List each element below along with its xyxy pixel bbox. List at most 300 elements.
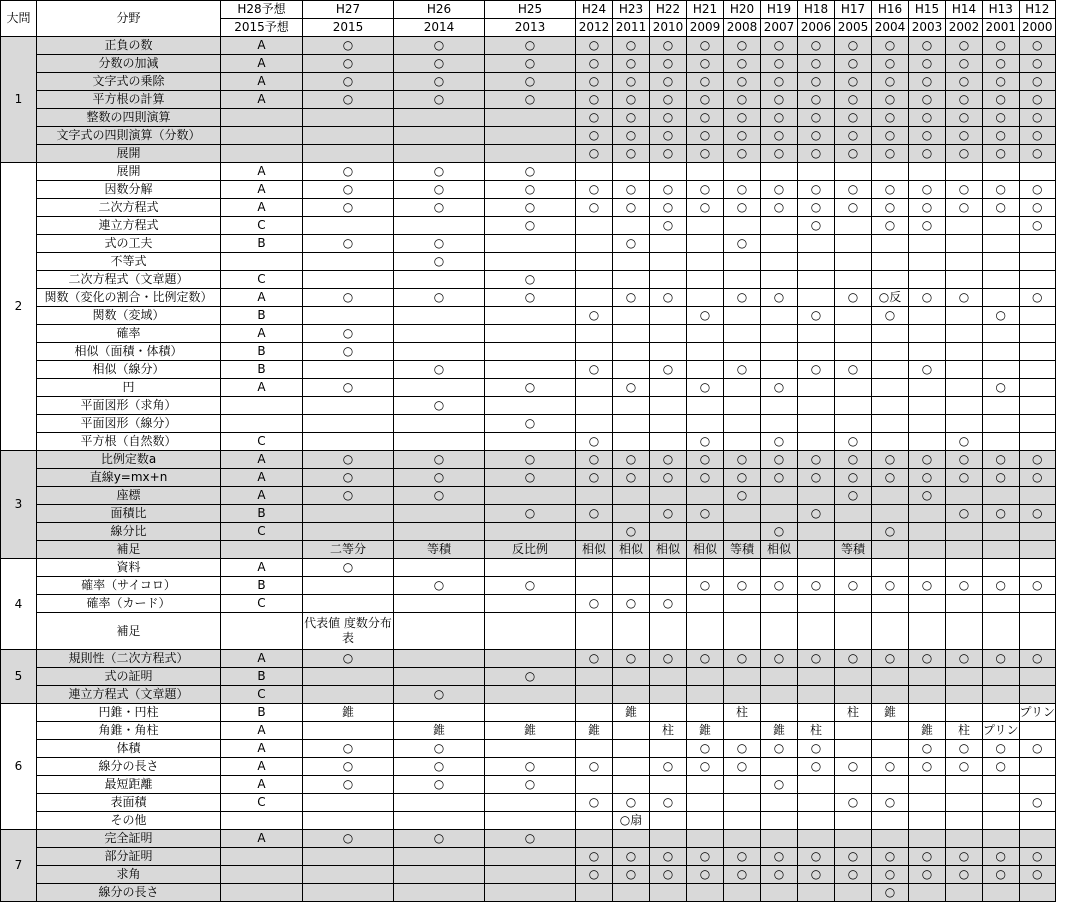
mark-cell xyxy=(303,577,394,595)
mark-cell: ○ xyxy=(872,650,909,668)
mark-cell: ○ xyxy=(687,433,724,451)
mark-cell xyxy=(724,776,761,794)
table-row xyxy=(1,776,1056,794)
mark-cell: ○ xyxy=(303,199,394,217)
mark-cell: ○ xyxy=(650,199,687,217)
mark-cell: ○ xyxy=(983,109,1020,127)
mark-cell xyxy=(798,668,835,686)
table-row xyxy=(1,613,1056,650)
mark-cell xyxy=(835,343,872,361)
mark-cell: ○ xyxy=(613,91,650,109)
mark-cell xyxy=(485,307,576,325)
mark-cell xyxy=(485,884,576,902)
mark-cell xyxy=(394,145,485,163)
mark-cell xyxy=(872,397,909,415)
mark-cell: ○ xyxy=(946,650,983,668)
mark-cell: ○ xyxy=(983,127,1020,145)
mark-cell: ○ xyxy=(650,37,687,55)
mark-cell: ○ xyxy=(835,469,872,487)
mark-cell: ○ xyxy=(798,469,835,487)
mark-cell: ○ xyxy=(798,199,835,217)
field-name: 資料 xyxy=(37,559,221,577)
mark-cell: ○ xyxy=(394,163,485,181)
mark-cell: ○ xyxy=(1019,289,1056,307)
mark-cell xyxy=(576,289,613,307)
field-name: 線分比 xyxy=(37,523,221,541)
mark-cell xyxy=(983,415,1020,433)
mark-cell: ○ xyxy=(687,73,724,91)
mark-cell: ○ xyxy=(798,740,835,758)
mark-cell: ○ xyxy=(1019,199,1056,217)
mark-cell: ○ xyxy=(394,397,485,415)
mark-cell xyxy=(303,523,394,541)
mark-cell xyxy=(650,343,687,361)
mark-cell xyxy=(1019,307,1056,325)
mark-cell xyxy=(650,740,687,758)
mark-cell xyxy=(983,487,1020,505)
rank-cell: C xyxy=(221,433,303,451)
mark-cell: ○ xyxy=(983,73,1020,91)
table-row xyxy=(1,181,1056,199)
header-year: 2000 xyxy=(1019,19,1056,37)
mark-cell: ○ xyxy=(798,866,835,884)
mark-cell xyxy=(983,559,1020,577)
mark-cell: ○ xyxy=(650,866,687,884)
mark-cell xyxy=(485,595,576,613)
mark-cell: ○ xyxy=(909,740,946,758)
mark-cell xyxy=(576,830,613,848)
mark-cell xyxy=(687,397,724,415)
mark-cell: ○ xyxy=(303,487,394,505)
mark-cell xyxy=(394,217,485,235)
mark-cell: ○ xyxy=(798,650,835,668)
mark-cell xyxy=(983,271,1020,289)
table-row xyxy=(1,91,1056,109)
mark-cell xyxy=(909,776,946,794)
mark-cell xyxy=(983,163,1020,181)
mark-cell xyxy=(576,812,613,830)
mark-cell xyxy=(761,253,798,271)
mark-cell xyxy=(394,307,485,325)
mark-cell xyxy=(761,613,798,650)
mark-cell: ○ xyxy=(983,307,1020,325)
mark-cell xyxy=(613,559,650,577)
mark-cell: ○ xyxy=(724,469,761,487)
mark-cell xyxy=(909,686,946,704)
header-year: 2015予想 xyxy=(221,19,303,37)
mark-cell: ○ xyxy=(798,73,835,91)
mark-cell xyxy=(724,505,761,523)
mark-cell xyxy=(576,163,613,181)
table-row xyxy=(1,722,1056,740)
rank-cell: B xyxy=(221,505,303,523)
rank-cell xyxy=(221,397,303,415)
mark-cell: 等積 xyxy=(394,541,485,559)
table-row xyxy=(1,199,1056,217)
mark-cell: ○ xyxy=(576,145,613,163)
mark-cell xyxy=(983,343,1020,361)
mark-cell: ○ xyxy=(909,37,946,55)
table-row xyxy=(1,145,1056,163)
mark-cell: ○ xyxy=(303,55,394,73)
mark-cell: ○ xyxy=(835,650,872,668)
mark-cell xyxy=(798,794,835,812)
mark-cell xyxy=(394,271,485,289)
mark-cell xyxy=(946,325,983,343)
mark-cell: ○ xyxy=(761,55,798,73)
mark-cell xyxy=(946,343,983,361)
mark-cell xyxy=(576,523,613,541)
mark-cell xyxy=(946,523,983,541)
mark-cell xyxy=(761,668,798,686)
mark-cell xyxy=(1019,884,1056,902)
mark-cell: ○ xyxy=(303,559,394,577)
mark-cell: ○ xyxy=(687,577,724,595)
mark-cell xyxy=(835,559,872,577)
mark-cell xyxy=(983,289,1020,307)
header-era: H21 xyxy=(687,1,724,19)
mark-cell xyxy=(724,812,761,830)
field-name: 完全証明 xyxy=(37,830,221,848)
mark-cell xyxy=(798,559,835,577)
mark-cell: ○ xyxy=(835,866,872,884)
mark-cell xyxy=(872,163,909,181)
mark-cell xyxy=(687,217,724,235)
mark-cell: ○ xyxy=(394,199,485,217)
mark-cell: ○ xyxy=(303,650,394,668)
mark-cell: ○ xyxy=(303,776,394,794)
field-name: 求角 xyxy=(37,866,221,884)
header-era: H17 xyxy=(835,1,872,19)
mark-cell xyxy=(835,776,872,794)
mark-cell xyxy=(724,884,761,902)
mark-cell xyxy=(983,253,1020,271)
rank-cell xyxy=(221,127,303,145)
mark-cell: ○ xyxy=(761,73,798,91)
mark-cell: ○ xyxy=(835,289,872,307)
mark-cell: ○ xyxy=(909,199,946,217)
mark-cell: ○ xyxy=(613,145,650,163)
header-year: 2010 xyxy=(650,19,687,37)
mark-cell xyxy=(946,613,983,650)
mark-cell xyxy=(613,487,650,505)
mark-cell xyxy=(613,740,650,758)
mark-cell xyxy=(394,704,485,722)
mark-cell xyxy=(394,127,485,145)
mark-cell: ○ xyxy=(485,199,576,217)
header-era: H26 xyxy=(394,1,485,19)
mark-cell: ○ xyxy=(303,37,394,55)
mark-cell xyxy=(687,253,724,271)
mark-cell xyxy=(835,163,872,181)
mark-cell: ○ xyxy=(485,830,576,848)
rank-cell: A xyxy=(221,55,303,73)
mark-cell: ○ xyxy=(946,127,983,145)
rank-cell: C xyxy=(221,794,303,812)
mark-cell: ○ xyxy=(394,776,485,794)
mark-cell: ○ xyxy=(303,235,394,253)
mark-cell xyxy=(946,271,983,289)
mark-cell xyxy=(303,668,394,686)
mark-cell xyxy=(394,613,485,650)
mark-cell xyxy=(724,397,761,415)
table-row xyxy=(1,325,1056,343)
mark-cell xyxy=(835,722,872,740)
mark-cell xyxy=(576,253,613,271)
mark-cell xyxy=(946,541,983,559)
rank-cell: C xyxy=(221,686,303,704)
mark-cell xyxy=(909,668,946,686)
mark-cell: ○ xyxy=(576,109,613,127)
header-year: 2011 xyxy=(613,19,650,37)
mark-cell: ○ xyxy=(1019,55,1056,73)
mark-cell xyxy=(872,361,909,379)
mark-cell xyxy=(724,613,761,650)
header-year: 2002 xyxy=(946,19,983,37)
mark-cell xyxy=(946,794,983,812)
mark-cell: ○ xyxy=(724,73,761,91)
mark-cell: ○ xyxy=(724,740,761,758)
table-row xyxy=(1,127,1056,145)
mark-cell xyxy=(687,271,724,289)
header-era: H15 xyxy=(909,1,946,19)
mark-cell xyxy=(687,325,724,343)
mark-cell: ○ xyxy=(872,73,909,91)
mark-cell: ○ xyxy=(872,199,909,217)
group-label: 6 xyxy=(1,704,37,830)
header-year: 2005 xyxy=(835,19,872,37)
mark-cell xyxy=(650,523,687,541)
mark-cell xyxy=(835,505,872,523)
table-row xyxy=(1,415,1056,433)
rank-cell: C xyxy=(221,217,303,235)
mark-cell: ○ xyxy=(650,217,687,235)
mark-cell: ○ xyxy=(687,379,724,397)
table-row xyxy=(1,884,1056,902)
mark-cell: ○ xyxy=(983,469,1020,487)
mark-cell: ○ xyxy=(650,758,687,776)
rank-cell: A xyxy=(221,830,303,848)
mark-cell xyxy=(835,379,872,397)
mark-cell xyxy=(798,397,835,415)
header-year: 2001 xyxy=(983,19,1020,37)
field-name: 二次方程式（文章題） xyxy=(37,271,221,289)
table-row xyxy=(1,559,1056,577)
table-row xyxy=(1,758,1056,776)
mark-cell xyxy=(909,830,946,848)
mark-cell xyxy=(303,595,394,613)
mark-cell xyxy=(650,271,687,289)
mark-cell xyxy=(872,253,909,271)
mark-cell: ○ xyxy=(761,523,798,541)
field-name: 連立方程式（文章題） xyxy=(37,686,221,704)
mark-cell: ○ xyxy=(303,289,394,307)
mark-cell: 錐 xyxy=(872,704,909,722)
mark-cell xyxy=(983,704,1020,722)
mark-cell: ○ xyxy=(872,37,909,55)
mark-cell xyxy=(1019,523,1056,541)
mark-cell: ○ xyxy=(798,451,835,469)
mark-cell xyxy=(983,523,1020,541)
mark-cell: ○ xyxy=(872,866,909,884)
mark-cell xyxy=(909,704,946,722)
mark-cell: ○ xyxy=(1019,109,1056,127)
mark-cell: ○ xyxy=(798,758,835,776)
mark-cell: プリン xyxy=(1019,704,1056,722)
mark-cell xyxy=(650,668,687,686)
mark-cell xyxy=(303,848,394,866)
mark-cell xyxy=(909,163,946,181)
mark-cell xyxy=(485,686,576,704)
mark-cell xyxy=(798,271,835,289)
mark-cell: ○ xyxy=(798,361,835,379)
mark-cell xyxy=(761,686,798,704)
mark-cell xyxy=(394,415,485,433)
mark-cell xyxy=(613,776,650,794)
mark-cell: ○ xyxy=(394,181,485,199)
mark-cell: ○ xyxy=(872,523,909,541)
mark-cell xyxy=(724,415,761,433)
rank-cell: A xyxy=(221,559,303,577)
table-row xyxy=(1,541,1056,559)
mark-cell xyxy=(761,343,798,361)
table-row xyxy=(1,505,1056,523)
mark-cell: ○ xyxy=(872,217,909,235)
mark-cell xyxy=(687,668,724,686)
rank-cell: A xyxy=(221,37,303,55)
mark-cell: ○ xyxy=(613,794,650,812)
mark-cell: ○ xyxy=(724,91,761,109)
mark-cell: ○ xyxy=(394,37,485,55)
mark-cell xyxy=(983,595,1020,613)
table-row xyxy=(1,469,1056,487)
mark-cell xyxy=(576,379,613,397)
mark-cell: ○ xyxy=(909,181,946,199)
mark-cell: ○ xyxy=(835,73,872,91)
mark-cell xyxy=(687,776,724,794)
mark-cell: 柱 xyxy=(724,704,761,722)
mark-cell: ○扇 xyxy=(613,812,650,830)
mark-cell xyxy=(946,668,983,686)
group-label: 7 xyxy=(1,830,37,902)
mark-cell: ○ xyxy=(872,145,909,163)
mark-cell xyxy=(798,163,835,181)
mark-cell: ○ xyxy=(909,289,946,307)
mark-cell: 錐 xyxy=(687,722,724,740)
mark-cell: ○ xyxy=(724,235,761,253)
mark-cell: ○ xyxy=(576,794,613,812)
mark-cell: ○ xyxy=(485,289,576,307)
mark-cell xyxy=(613,415,650,433)
mark-cell: ○ xyxy=(303,91,394,109)
mark-cell: ○ xyxy=(1019,848,1056,866)
mark-cell: ○ xyxy=(650,145,687,163)
rank-cell: B xyxy=(221,577,303,595)
mark-cell xyxy=(613,361,650,379)
mark-cell xyxy=(303,884,394,902)
mark-cell: ○ xyxy=(687,181,724,199)
mark-cell: ○ xyxy=(394,235,485,253)
mark-cell: ○ xyxy=(835,451,872,469)
mark-cell: ○ xyxy=(1019,650,1056,668)
mark-cell xyxy=(394,523,485,541)
mark-cell: ○ xyxy=(303,830,394,848)
mark-cell xyxy=(394,379,485,397)
mark-cell xyxy=(1019,541,1056,559)
mark-cell: ○ xyxy=(835,361,872,379)
mark-cell: ○ xyxy=(835,758,872,776)
mark-cell: ○ xyxy=(761,866,798,884)
mark-cell xyxy=(303,794,394,812)
mark-cell xyxy=(485,523,576,541)
mark-cell xyxy=(798,379,835,397)
mark-cell: ○ xyxy=(613,866,650,884)
mark-cell: ○ xyxy=(576,199,613,217)
group-label: 2 xyxy=(1,163,37,451)
mark-cell: ○ xyxy=(946,289,983,307)
mark-cell xyxy=(687,235,724,253)
mark-cell xyxy=(650,415,687,433)
mark-cell: ○ xyxy=(983,379,1020,397)
field-name: 式の工夫 xyxy=(37,235,221,253)
table-row xyxy=(1,235,1056,253)
mark-cell xyxy=(303,812,394,830)
rank-cell: A xyxy=(221,199,303,217)
mark-cell: ○ xyxy=(872,127,909,145)
mark-cell: ○ xyxy=(576,433,613,451)
mark-cell: ○ xyxy=(798,848,835,866)
mark-cell: ○ xyxy=(394,830,485,848)
mark-cell xyxy=(872,235,909,253)
mark-cell xyxy=(303,145,394,163)
mark-cell xyxy=(835,668,872,686)
mark-cell: ○ xyxy=(761,379,798,397)
mark-cell xyxy=(394,848,485,866)
mark-cell xyxy=(946,415,983,433)
mark-cell: ○ xyxy=(1019,73,1056,91)
mark-cell xyxy=(983,361,1020,379)
mark-cell xyxy=(946,397,983,415)
mark-cell: ○ xyxy=(761,650,798,668)
table-row xyxy=(1,866,1056,884)
mark-cell: ○ xyxy=(946,866,983,884)
mark-cell: ○ xyxy=(303,163,394,181)
rank-cell xyxy=(221,145,303,163)
mark-cell: ○ xyxy=(761,740,798,758)
mark-cell xyxy=(946,487,983,505)
mark-cell: ○ xyxy=(835,794,872,812)
mark-cell: ○ xyxy=(687,650,724,668)
mark-cell: ○ xyxy=(946,451,983,469)
mark-cell xyxy=(909,595,946,613)
mark-cell: ○ xyxy=(576,848,613,866)
mark-cell xyxy=(613,613,650,650)
mark-cell xyxy=(761,361,798,379)
mark-cell: ○ xyxy=(872,91,909,109)
field-name: 円 xyxy=(37,379,221,397)
table-row xyxy=(1,523,1056,541)
mark-cell xyxy=(687,559,724,577)
mark-cell: ○ xyxy=(613,289,650,307)
mark-cell xyxy=(724,559,761,577)
mark-cell: ○ xyxy=(485,451,576,469)
mark-cell xyxy=(576,740,613,758)
mark-cell xyxy=(485,740,576,758)
mark-cell xyxy=(761,595,798,613)
mark-cell: 柱 xyxy=(946,722,983,740)
mark-cell xyxy=(872,433,909,451)
mark-cell xyxy=(613,217,650,235)
